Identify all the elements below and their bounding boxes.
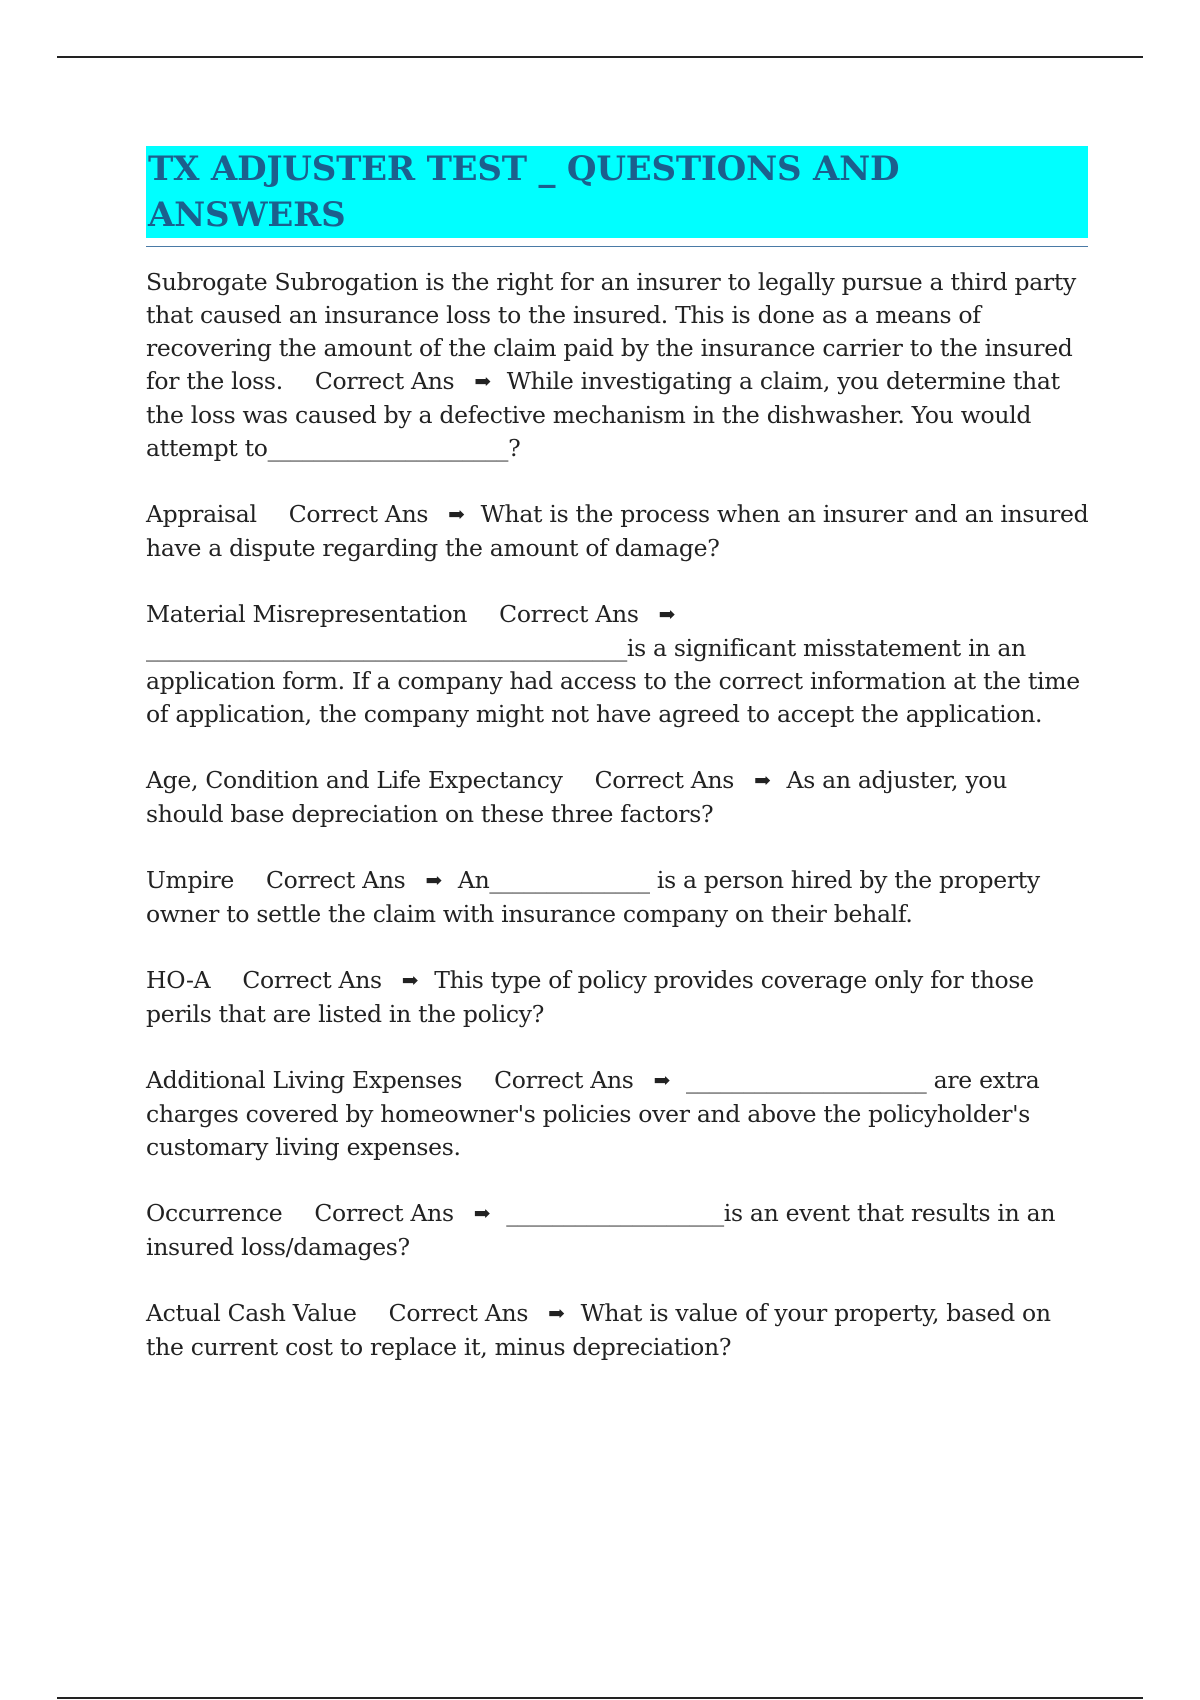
arrow-right-icon: ➡ [401,968,419,992]
question-text: An______________ is a person hired by the property owner to settle the claim with insurance company on their behalf. [146,866,1040,928]
question-text: This type of policy provides coverage only for those perils that are listed in the policy? [146,966,1034,1028]
arrow-right-icon: ➡ [658,602,676,626]
document-title: TX ADJUSTER TEST _ QUESTIONS AND ANSWERS [146,146,1088,238]
question-text: _____________________ are extra charges covered by homeowner's policies over and above the policyholder's customary living expenses. [146,1066,1040,1161]
correct-answer-label: Correct Ans [388,1299,529,1327]
question-text: ___________________is an event that results in an insured loss/damages? [146,1199,1056,1261]
answer-text: Appraisal [146,500,257,528]
correct-answer-label: Correct Ans [266,866,406,894]
qa-item [146,598,1090,731]
arrow-right-icon: ➡ [473,1201,491,1225]
question-text: While investigating a claim, you determine that the loss was caused by a defective mechanism in the dishwasher. You would attempt to_____________________? [146,367,1060,462]
qa-item [146,1064,1090,1164]
correct-answer-label: Correct Ans [314,1199,454,1227]
bottom-rule [57,1697,1143,1699]
title-block [146,146,1088,247]
arrow-right-icon: ➡ [425,868,442,892]
qa-item [146,764,1090,831]
qa-list [146,266,1090,1397]
correct-answer-label: Correct Ans [314,367,455,395]
answer-text: Subrogate Subrogation is the right for an insurer to legally pursue a third party that caused an insurance loss to the insured. This is done as a means of recovering the amount of the claim paid by the insurance carrier to the insured for the loss. [146,268,1076,395]
qa-item [146,864,1090,931]
qa-item [146,1297,1090,1364]
answer-text: Actual Cash Value [146,1299,357,1327]
answer-text: Age, Condition and Life Expectancy [146,766,563,794]
correct-answer-label: Correct Ans [242,966,382,994]
question-text: What is value of your property, based on the current cost to replace it, minus depreciation? [146,1299,1051,1361]
top-rule [57,56,1143,58]
question-text: What is the process when an insurer and an insured have a dispute regarding the amount of damage? [146,500,1089,562]
correct-answer-label: Correct Ans [288,500,429,528]
question-text: As an adjuster, you should base depreciation on these three factors? [146,766,1007,828]
answer-text: Umpire [146,866,234,894]
arrow-right-icon: ➡ [754,768,771,792]
correct-answer-label: Correct Ans [499,600,639,628]
qa-item [146,964,1090,1031]
correct-answer-label: Correct Ans [494,1066,634,1094]
question-text: __________________________________________is a significant misstatement in an application form. If a company had access to the correct information at the time of application, the company might not have agreed to accept the application. [146,634,1080,728]
arrow-right-icon: ➡ [653,1068,671,1092]
answer-text: Occurrence [146,1199,283,1227]
arrow-right-icon: ➡ [474,369,491,393]
answer-text: Material Misrepresentation [146,600,468,628]
qa-item [146,498,1090,565]
qa-item [146,266,1090,465]
arrow-right-icon: ➡ [548,1301,565,1325]
answer-text: Additional Living Expenses [146,1066,463,1094]
correct-answer-label: Correct Ans [594,766,735,794]
answer-text: HO-A [146,966,211,994]
arrow-right-icon: ➡ [448,502,465,526]
qa-item [146,1197,1090,1264]
